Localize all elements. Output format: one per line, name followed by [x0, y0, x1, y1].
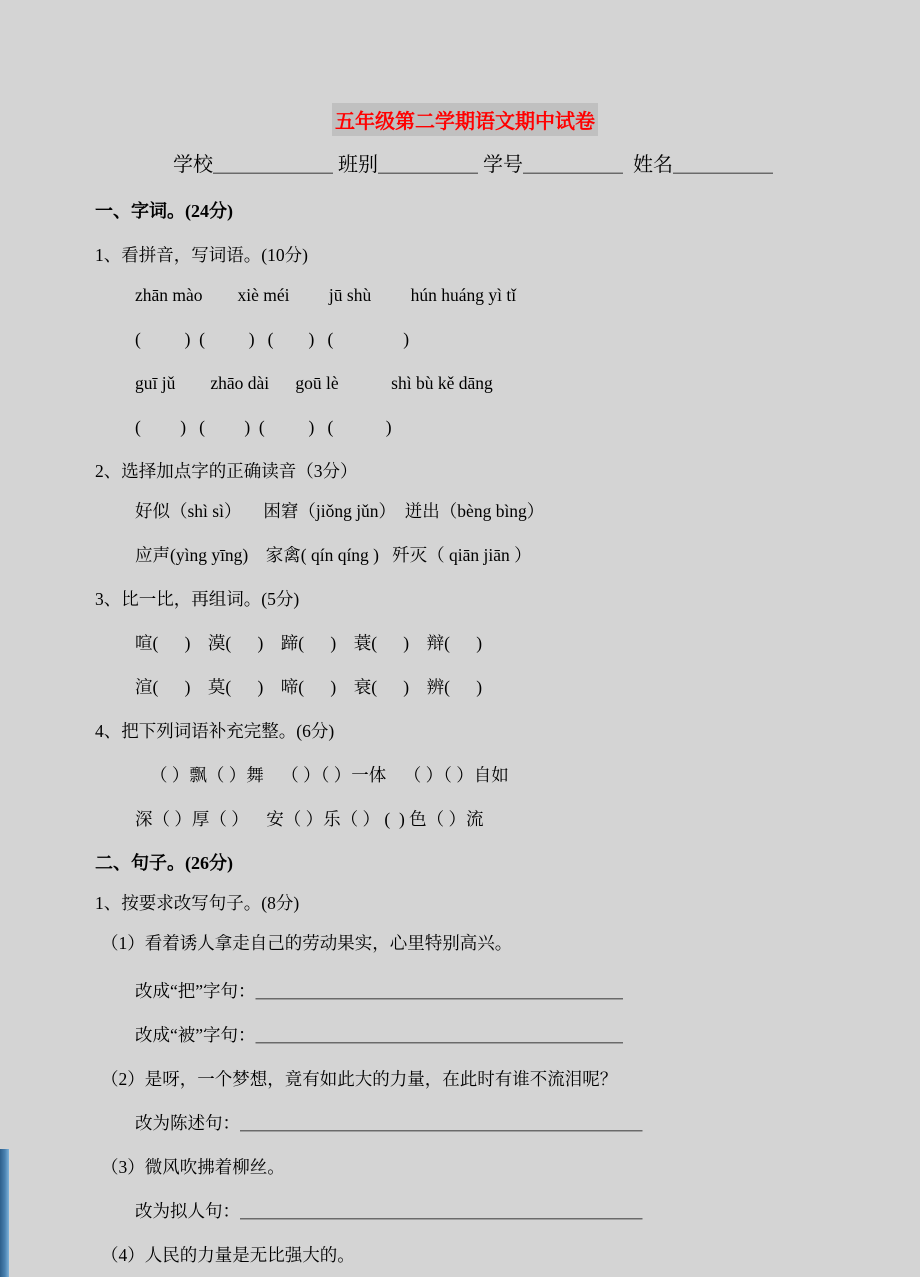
s2-item-1-bei-line: 改成“被”字句：＿＿＿＿＿＿＿＿＿＿＿＿＿＿＿＿＿＿＿＿＿ — [135, 1025, 624, 1045]
q4-row-2: 深（ ）厚（ ） 安（ ）乐（ ） ( ) 色（ ）流 — [135, 809, 484, 829]
q4-label: 4、把下列词语补充完整。(6分) — [95, 721, 335, 741]
student-info-line: 学校＿＿＿＿＿＿ 班别＿＿＿＿＿ 学号＿＿＿＿＿ 姓名＿＿＿＿＿ — [173, 154, 773, 176]
s2-item-3-personify-line: 改为拟人句：＿＿＿＿＿＿＿＿＿＿＿＿＿＿＿＿＿＿＿＿＿＿＿ — [135, 1201, 643, 1221]
q1-bracket-row-1: ( ) ( ) ( ) ( ) — [135, 329, 410, 349]
s2-item-2: （2）是呀，一个梦想，竟有如此大的力量，在此时有谁不流泪呢？ — [101, 1069, 618, 1089]
section1-heading: 一、字词。(24分) — [95, 201, 233, 221]
section2-heading: 二、句子。(26分) — [95, 853, 233, 873]
q2-label: 2、选择加点字的正确读音（3分） — [95, 461, 358, 481]
s2-item-1-ba-line: 改成“把”字句：＿＿＿＿＿＿＿＿＿＿＿＿＿＿＿＿＿＿＿＿＿ — [135, 981, 624, 1001]
q3-row-2: 渲( ) 莫( ) 啼( ) 衰( ) 辨( ) — [135, 677, 483, 697]
s2-item-3: （3）微风吹拂着柳丝。 — [101, 1157, 285, 1177]
q2-row-2: 应声(yìng yīng) 家禽( qín qíng ) 歼灭（ qiān jiān ） — [135, 545, 532, 565]
q1-bracket-row-2: ( ) ( ) ( ) ( ) — [135, 417, 392, 437]
s2-item-2-statement-line: 改为陈述句：＿＿＿＿＿＿＿＿＿＿＿＿＿＿＿＿＿＿＿＿＿＿＿ — [135, 1113, 643, 1133]
q1-label: 1、看拼音，写词语。(10分) — [95, 245, 308, 265]
blue-margin-strip — [0, 1149, 9, 1277]
page-title: 五年级第二学期语文期中试卷 — [332, 103, 598, 136]
q1-pinyin-row-1: zhān mào xiè méi jū shù hún huáng yì tǐ — [135, 285, 517, 305]
q3-label: 3、比一比，再组词。(5分) — [95, 589, 300, 609]
s2-item-1: （1）看着诱人拿走自己的劳动果实，心里特别高兴。 — [101, 933, 513, 953]
q4-row-1: （ ）飘（ ）舞 （ ）（ ）一体 （ ）（ ）自如 — [150, 765, 509, 785]
s2-item-4: （4）人民的力量是无比强大的。 — [101, 1245, 355, 1265]
s2-q1-label: 1、按要求改写句子。(8分) — [95, 893, 300, 913]
q1-pinyin-row-2: guī jǔ zhāo dài goū lè shì bù kě dāng — [135, 373, 493, 393]
title-row — [95, 103, 835, 136]
q2-row-1: 好似（shì sì） 困窘（jiǒng jǔn） 迸出（bèng bìng） — [135, 501, 545, 521]
q3-row-1: 喧( ) 漠( ) 蹄( ) 蓑( ) 辩( ) — [135, 633, 483, 653]
